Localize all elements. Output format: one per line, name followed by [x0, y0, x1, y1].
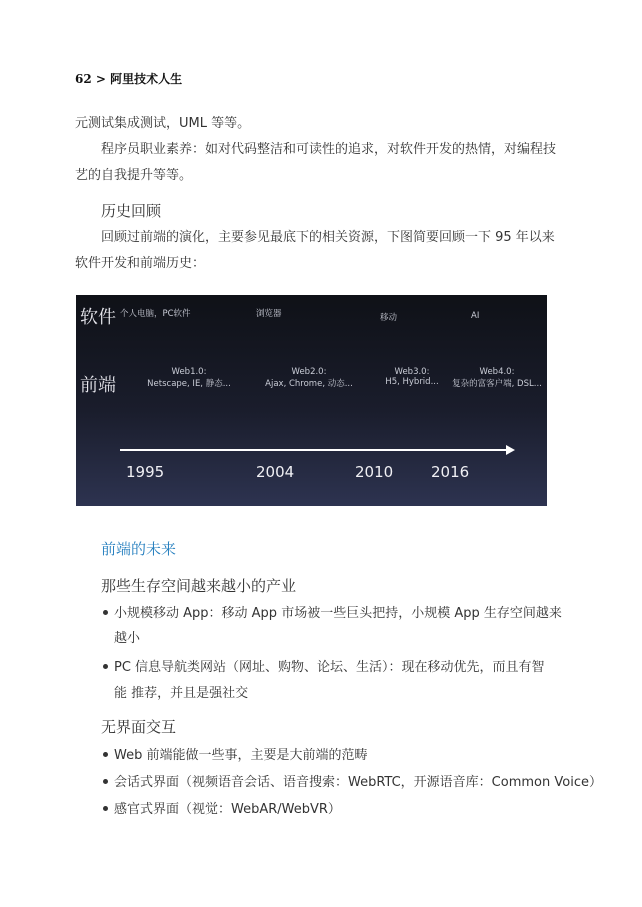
row-label-software: 软件	[80, 307, 116, 328]
bullet-dot-icon	[103, 610, 108, 615]
paragraph-line: 程序员职业素养：如对代码整洁和可读性的追求，对软件开发的热情，对编程技	[101, 142, 557, 157]
bullet-text: 能 推荐，并且是强社交	[114, 686, 249, 701]
frontend-label-title: Web4.0:	[479, 367, 515, 377]
row-label-frontend: 前端	[80, 375, 116, 396]
frontend-label	[254, 367, 364, 389]
bullet-dot-icon	[103, 806, 108, 811]
paragraph-line: 软件开发和前端历史：	[75, 256, 206, 271]
frontend-label	[134, 367, 244, 389]
bullet-text: Web 前端能做一些事，主要是大前端的范畴	[114, 748, 368, 763]
frontend-label-desc: 复杂的富客户端, DSL...	[452, 379, 542, 389]
page-header: 62 > 阿里技术人生	[75, 72, 183, 86]
arrow-head-icon	[506, 445, 515, 455]
history-heading: 历史回顾	[101, 202, 162, 220]
paragraph-line: 回顾过前端的演化，主要参见最底下的相关资源，下图简要回顾一下 95 年以来	[101, 230, 555, 245]
paragraph-line: 艺的自我提升等等。	[75, 168, 193, 183]
bullet-text: 小规模移动 App：移动 App 市场被一些巨头把持，小规模 App 生存空间越来	[114, 606, 562, 621]
year-label: 2010	[355, 463, 394, 481]
frontend-label-title: Web3.0:	[394, 367, 430, 377]
bullet-dot-icon	[103, 752, 108, 757]
history-timeline-figure	[76, 295, 547, 506]
year-label: 2004	[256, 463, 295, 481]
year-label: 2016	[431, 463, 470, 481]
software-label: 浏览器	[256, 309, 282, 319]
software-label: AI	[471, 311, 480, 321]
frontend-label-desc: H5, Hybrid...	[385, 377, 439, 387]
subheading: 那些生存空间越来越小的产业	[101, 577, 297, 595]
bullet-text: 会话式界面（视频语音会话、语音搜索：WebRTC，开源语音库：Common Voice）	[114, 775, 602, 790]
timeline-arrow-line	[120, 449, 506, 451]
paragraph-line: 元测试集成测试，UML 等等。	[75, 116, 251, 131]
software-label: 移动	[380, 313, 398, 323]
frontend-label-title: Web2.0:	[291, 367, 327, 377]
frontend-label-desc: Netscape, IE, 静态...	[147, 379, 231, 389]
bullet-dot-icon	[103, 779, 108, 784]
frontend-label	[448, 367, 546, 389]
bullet-text: 越小	[114, 631, 141, 646]
frontend-label	[376, 367, 448, 387]
bullet-dot-icon	[103, 664, 108, 669]
subheading: 无界面交互	[101, 718, 177, 736]
bullet-text: 感官式界面（视觉：WebAR/WebVR）	[114, 802, 341, 817]
software-label: 个人电脑，PC软件	[120, 309, 191, 319]
bullet-text: PC 信息导航类网站（网址、购物、论坛、生活）：现在移动优先，而且有智	[114, 660, 545, 675]
section-title-future: 前端的未来	[101, 540, 177, 558]
frontend-label-desc: Ajax, Chrome, 动态...	[265, 379, 353, 389]
year-label: 1995	[126, 463, 165, 481]
frontend-label-title: Web1.0:	[171, 367, 207, 377]
